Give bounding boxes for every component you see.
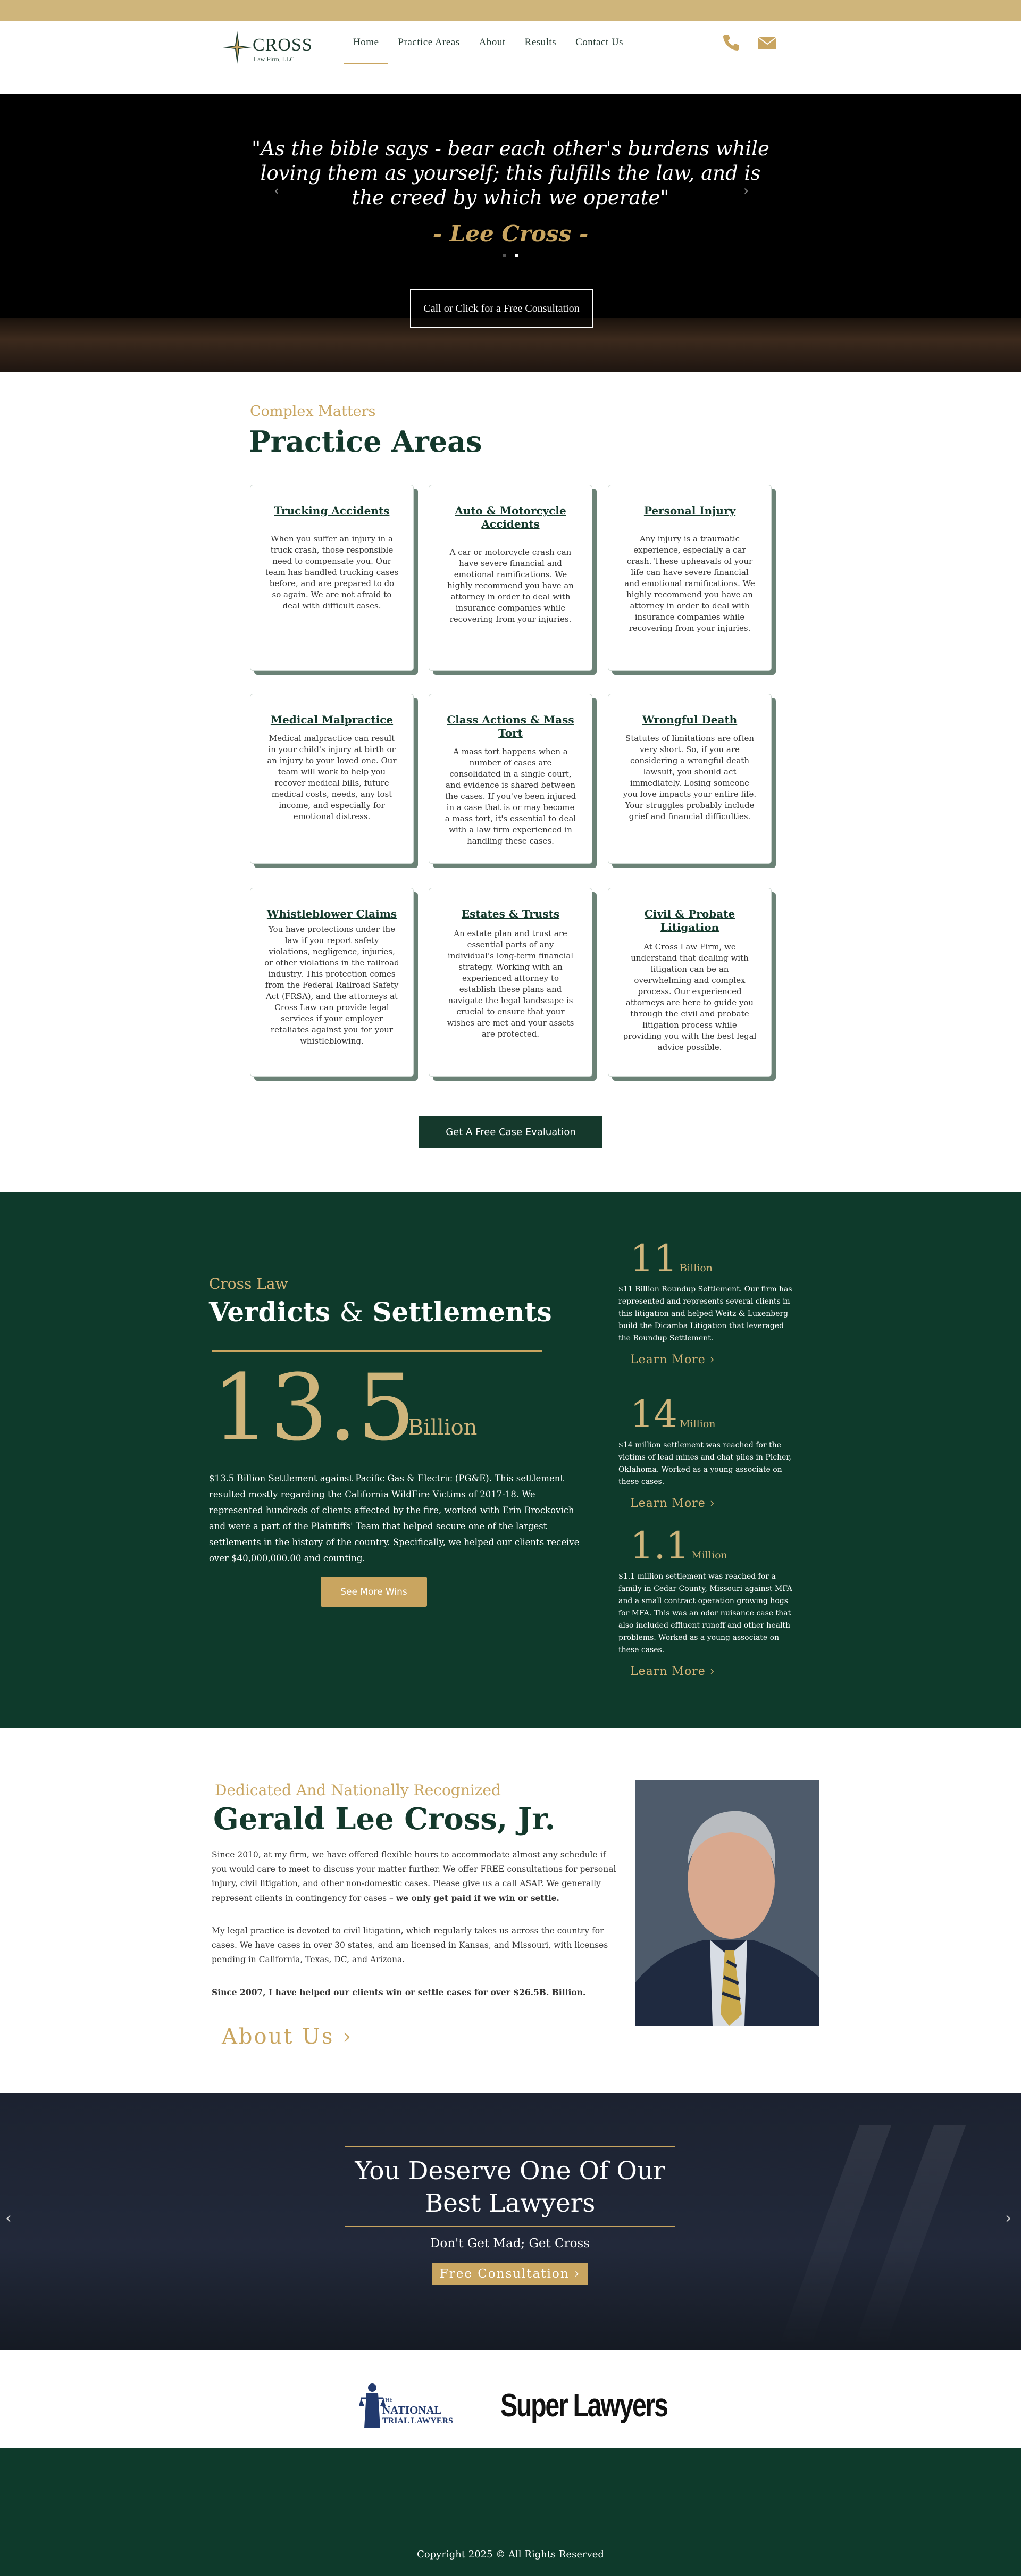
slider-dot[interactable] [503, 254, 506, 257]
best-lawyers-title: You Deserve One Of Our Best Lawyers [355, 2156, 665, 2218]
practice-card-personal-injury[interactable] [608, 485, 772, 671]
free-consultation-banner-button[interactable]: Free Consultation › [432, 2263, 588, 2285]
win-unit: Million [691, 1549, 727, 1561]
logo-title: CROSS [253, 35, 313, 55]
card-text: A mass tort happens when a number of cases are consolidated in a single court, and evidence is shared between the cases. If you've been injured in a case that is or may become a mass tort, it's essential to deal with a law firm experienced in handling these cases. [445, 747, 576, 846]
featured-settlement-text: $13.5 Billion Settlement against Pacific Gas & Electric (PG&E). This settlement resulted mostly regarding the California WildFire Victims of 2017-18. We represented hundreds of clients affected by the fire, worked with Erin Brockovich and were a part of the Plaintiffs' Team that helped secure one of the largest settlements in the history of the country. Specifically, we helped our clients receive over $40,000,000.00 and counting. [209, 1473, 580, 1563]
featured-settlement-unit: Billion [408, 1415, 478, 1440]
learn-more-link[interactable]: Learn More › [630, 1353, 715, 1366]
hero-next-arrow[interactable]: › [743, 183, 749, 199]
hero-section [0, 94, 1021, 372]
practice-card-estates-trusts[interactable] [429, 888, 592, 1077]
free-consultation-button[interactable]: Call or Click for a Free Consultation [410, 289, 593, 328]
site-footer [0, 2448, 1021, 2576]
logo-subtitle: Law Firm, LLC [254, 55, 295, 63]
win-item [618, 1237, 794, 1366]
verdicts-title-b: Settlements [372, 1296, 552, 1328]
about-p1-text: Since 2010, at my firm, we have offered flexible hours to accommodate almost any schedule if you would care to meet to discuss your matter further. We offer FREE consultations for personal injury, civil litigation, and other non-domestic cases. Please give us a call ASAP. We generally represent clients in contingency for cases – [212, 1850, 616, 1903]
hero-slider-dots [503, 254, 518, 257]
card-title[interactable]: Whistleblower Claims [266, 907, 397, 920]
practice-card-trucking[interactable] [250, 485, 414, 671]
win-text: $11 Billion Roundup Settlement. Our firm has represented and represents several clients in this litigation and helped Weitz & Luxenberg build the Dicamba Litigation that leveraged the Roundup Settlement. [618, 1285, 792, 1343]
win-number: 14 [630, 1393, 678, 1436]
nav-practice-areas[interactable]: Practice Areas [398, 37, 460, 48]
about-title: Gerald Lee Cross, Jr. [213, 1802, 556, 1837]
card-text: You have protections under the law if you report safety violations, negligence, injuries, or other violations in the railroad industry. This protection comes from the Federal Railroad Safety Act (FRSA), and the attorneys at Cross Law can provide legal services if your employer retaliates against you for your whistleblowing. [264, 924, 399, 1046]
learn-more-link[interactable]: Learn More › [630, 1665, 715, 1678]
practice-card-wrongful-death[interactable] [608, 694, 772, 864]
card-text: Medical malpractice can result in your child's injury at birth or an injury to your loved one. Our team will work to help you recover medical bills, future medical costs, needs, any lost income, and especially for emotional distress. [267, 733, 397, 821]
nav-about[interactable]: About [479, 37, 506, 48]
about-subtitle: Dedicated And Nationally Recognized [215, 1781, 501, 1799]
about-paragraph-2: My legal practice is devoted to civil litigation, which regularly takes us across the country for cases. We have cases in over 30 states, and am licensed in Kansas, and Missouri, with licenses pending in California, Texas, DC, and Arizona. [212, 1926, 608, 1964]
copyright-text: Copyright 2025 © All Rights Reserved [417, 2549, 604, 2560]
banner-prev-arrow[interactable]: ‹ [5, 2209, 12, 2228]
phone-icon[interactable] [721, 32, 742, 53]
card-title[interactable]: Personal Injury [643, 504, 736, 517]
gold-divider [345, 2146, 675, 2147]
verdicts-title-a: Verdicts [209, 1296, 331, 1328]
slider-dot-active[interactable] [515, 254, 518, 257]
ntl-line-3: TRIAL LAWYERS [382, 2416, 453, 2425]
about-paragraph-1 [212, 1848, 618, 1906]
win-number: 11 [630, 1237, 678, 1280]
lady-justice-icon [359, 2380, 386, 2433]
site-header [0, 21, 1021, 94]
practice-card-civil-probate[interactable] [608, 888, 772, 1077]
card-text: When you suffer an injury in a truck crash, those responsible need to compensate you. Our team has handled trucking cases before, and are prepared to do so again. We are not afraid to deal with difficult cases. [265, 534, 399, 611]
about-p1-bold: we only get paid if we win or settle. [396, 1893, 559, 1903]
practice-card-whistleblower[interactable] [250, 888, 414, 1077]
hero-quote-author: - Lee Cross - [432, 221, 589, 247]
win-text: $14 million settlement was reached for the victims of lead mines and chat piles in Picher, Oklahoma. Worked as a young associate on these cases. [618, 1441, 791, 1486]
logo[interactable] [222, 27, 312, 69]
practice-card-auto[interactable] [429, 485, 592, 671]
hero-quote: "As the bible says - bear each other's burdens while loving them as yourself; this fulfills the law, and is the creed by which we operate" [252, 137, 769, 209]
badges-section [0, 2350, 1021, 2448]
card-title[interactable]: Auto & Motorcycle Accidents [455, 504, 566, 530]
featured-settlement-number: 13.5 [212, 1354, 415, 1461]
about-section [0, 1728, 1021, 2093]
best-lawyers-tagline: Don't Get Mad; Get Cross [430, 2237, 590, 2250]
card-title[interactable]: Civil & Probate Litigation [644, 907, 735, 933]
card-title[interactable]: Estates & Trusts [461, 907, 560, 920]
top-accent-bar [0, 0, 1021, 21]
super-lawyers-badge[interactable] [500, 2387, 667, 2424]
learn-more-link[interactable]: Learn More › [630, 1497, 715, 1510]
hero-prev-arrow[interactable]: ‹ [274, 183, 280, 199]
nav-home[interactable]: Home [344, 36, 388, 64]
card-text: An estate plan and trust are essential parts of any individual's long-term financial strategy. Working with an experienced attorney to establish these plans and navigate the legal landscape is crucial to ensure that your wishes are met and your assets are protected. [447, 929, 574, 1039]
ntl-line-1: THE [382, 2397, 393, 2403]
best-lawyers-card [345, 2146, 675, 2279]
win-unit: Million [680, 1418, 716, 1430]
nav-results[interactable]: Results [524, 37, 557, 48]
win-number: 1.1 [630, 1524, 690, 1568]
best-lawyers-banner [0, 2093, 1021, 2350]
card-text: Statutes of limitations are often very short. So, if you are considering a wrongful death lawsuit, you should act immediately. Losing someone you love impacts your entire life. Your struggles probably include grief and financial difficulties. [623, 733, 757, 821]
card-text: A car or motorcycle crash can have severe financial and emotional ramifications. We highly recommend you have an attorney in order to deal with insurance companies while recovering from your injuries. [447, 547, 574, 624]
gold-divider [345, 2226, 675, 2227]
win-unit: Billion [680, 1262, 713, 1274]
mail-icon[interactable] [757, 32, 778, 53]
banner-next-arrow[interactable]: › [1005, 2209, 1011, 2228]
practice-card-medical-malpractice[interactable] [250, 694, 414, 864]
win-item [618, 1393, 794, 1510]
card-title[interactable]: Medical Malpractice [270, 713, 394, 726]
card-title[interactable]: Wrongful Death [642, 713, 738, 726]
win-item [618, 1524, 794, 1678]
practice-subtitle: Complex Matters [250, 403, 376, 420]
verdicts-title-amp: & [339, 1297, 363, 1328]
verdicts-section [0, 1192, 1021, 1728]
card-title[interactable]: Trucking Accidents [274, 504, 390, 517]
practice-title: Practice Areas [249, 424, 482, 458]
gold-divider [212, 1350, 542, 1352]
card-title[interactable]: Class Actions & Mass Tort [447, 713, 574, 739]
free-case-evaluation-button[interactable]: Get A Free Case Evaluation [419, 1116, 602, 1148]
verdicts-subtitle: Cross Law [209, 1275, 288, 1293]
ntl-line-2: NATIONAL [382, 2404, 442, 2416]
win-text: $1.1 million settlement was reached for a family in Cedar County, Missouri against MFA and a small contract operation growing hogs for MFA. This was an odor nuisance case that also included effluent runoff and other health problems. Worked as a young associate on these cases. [618, 1572, 792, 1654]
card-text: Any injury is a traumatic experience, especially a car crash. These upheavals of your life can have severe financial and emotional ramifications. We highly recommend you have an attorney in order to deal with insurance companies while recovering from your injuries. [624, 534, 755, 633]
attorney-portrait [635, 1780, 819, 2026]
nav-contact-us[interactable]: Contact Us [575, 37, 624, 48]
see-more-wins-button[interactable]: See More Wins [321, 1577, 427, 1607]
about-paragraph-3: Since 2007, I have helped our clients win or settle cases for over $26.5B. Billion. [212, 1987, 586, 1997]
verdicts-title [209, 1296, 552, 1328]
cross-compass-icon [222, 30, 253, 65]
main-nav [344, 36, 633, 64]
about-us-link[interactable]: About Us › [222, 2024, 353, 2049]
card-text: At Cross Law Firm, we understand that dealing with litigation can be an overwhelming and complex process. Our experienced attorneys are here to guide you through the civil and probate litigation process while providing you with the best legal advice possible. [623, 942, 757, 1052]
super-lawyers-text: Super Lawyers [500, 2387, 667, 2424]
practice-areas-section [0, 372, 1021, 1192]
national-trial-lawyers-badge[interactable] [359, 2380, 455, 2433]
practice-card-class-actions[interactable] [429, 694, 592, 864]
